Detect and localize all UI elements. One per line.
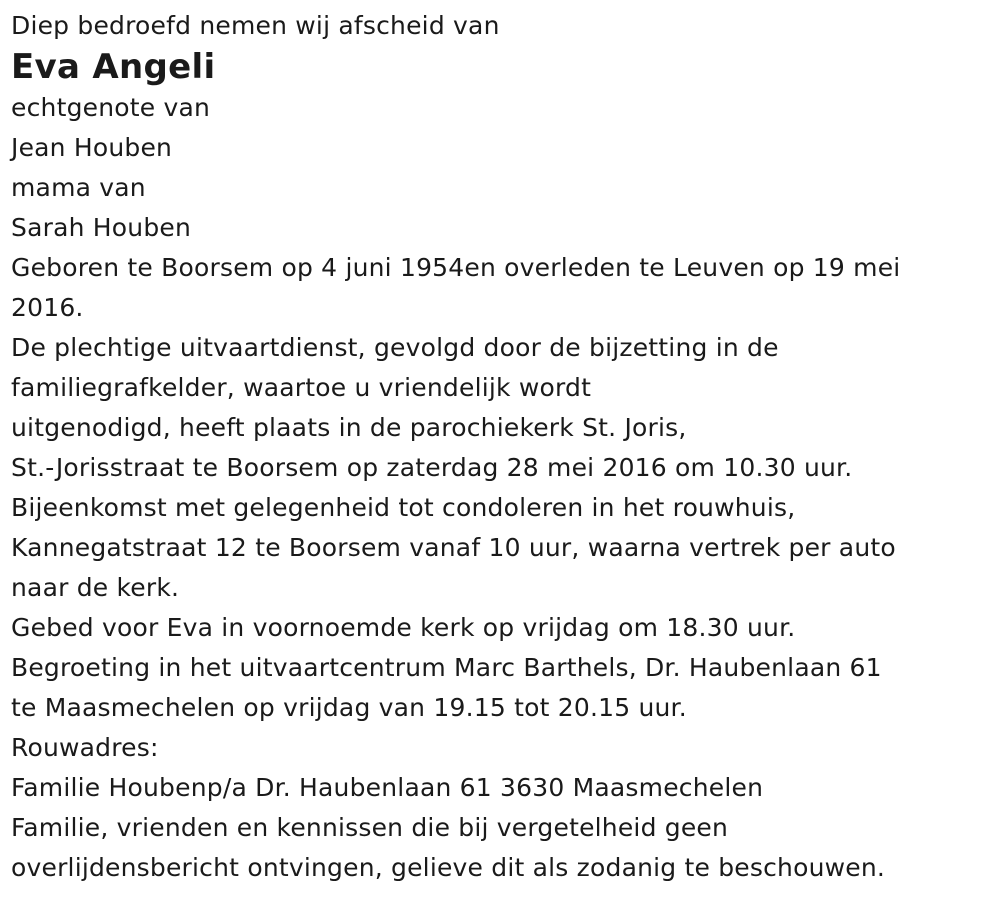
text-line: Bijeenkomst met gelegenheid tot condoleren in het rouwhuis, [11,493,796,522]
text-line: uitgenodigd, heeft plaats in de parochiekerk St. Joris, [11,413,687,442]
text-line: Kannegatstraat 12 te Boorsem vanaf 10 uur, waarna vertrek per auto [11,533,896,562]
text-line: Jean Houben [11,133,173,162]
text-line: Rouwadres: [11,733,159,762]
text-line: Gebed voor Eva in voornoemde kerk op vrijdag om 18.30 uur. [11,613,796,642]
text-line: 2016. [11,293,84,322]
text-line: St.-Jorisstraat te Boorsem op zaterdag 28 mei 2016 om 10.30 uur. [11,453,853,482]
text-line: mama van [11,173,146,202]
text-line: Familie Houbenp/a Dr. Haubenlaan 61 3630 Maasmechelen [11,773,764,802]
text-line: overlijdensbericht ontvingen, gelieve dit als zodanig te beschouwen. [11,853,886,882]
text-line: Sarah Houben [11,213,192,242]
text-line: te Maasmechelen op vrijdag van 19.15 tot 20.15 uur. [11,693,687,722]
text-line: Familie, vrienden en kennissen die bij vergetelheid geen [11,813,729,842]
text-line: echtgenote van [11,93,211,122]
obituary-notice [11,6,986,888]
intro-line: Diep bedroefd nemen wij afscheid van [11,11,500,40]
text-line: De plechtige uitvaartdienst, gevolgd door de bijzetting in de [11,333,779,362]
text-line: Begroeting in het uitvaartcentrum Marc Barthels, Dr. Haubenlaan 61 [11,653,882,682]
deceased-name: Eva Angeli [11,47,216,87]
text-line: familiegrafkelder, waartoe u vriendelijk wordt [11,373,592,402]
text-line: naar de kerk. [11,573,180,602]
text-line: Geboren te Boorsem op 4 juni 1954en overleden te Leuven op 19 mei [11,253,901,282]
